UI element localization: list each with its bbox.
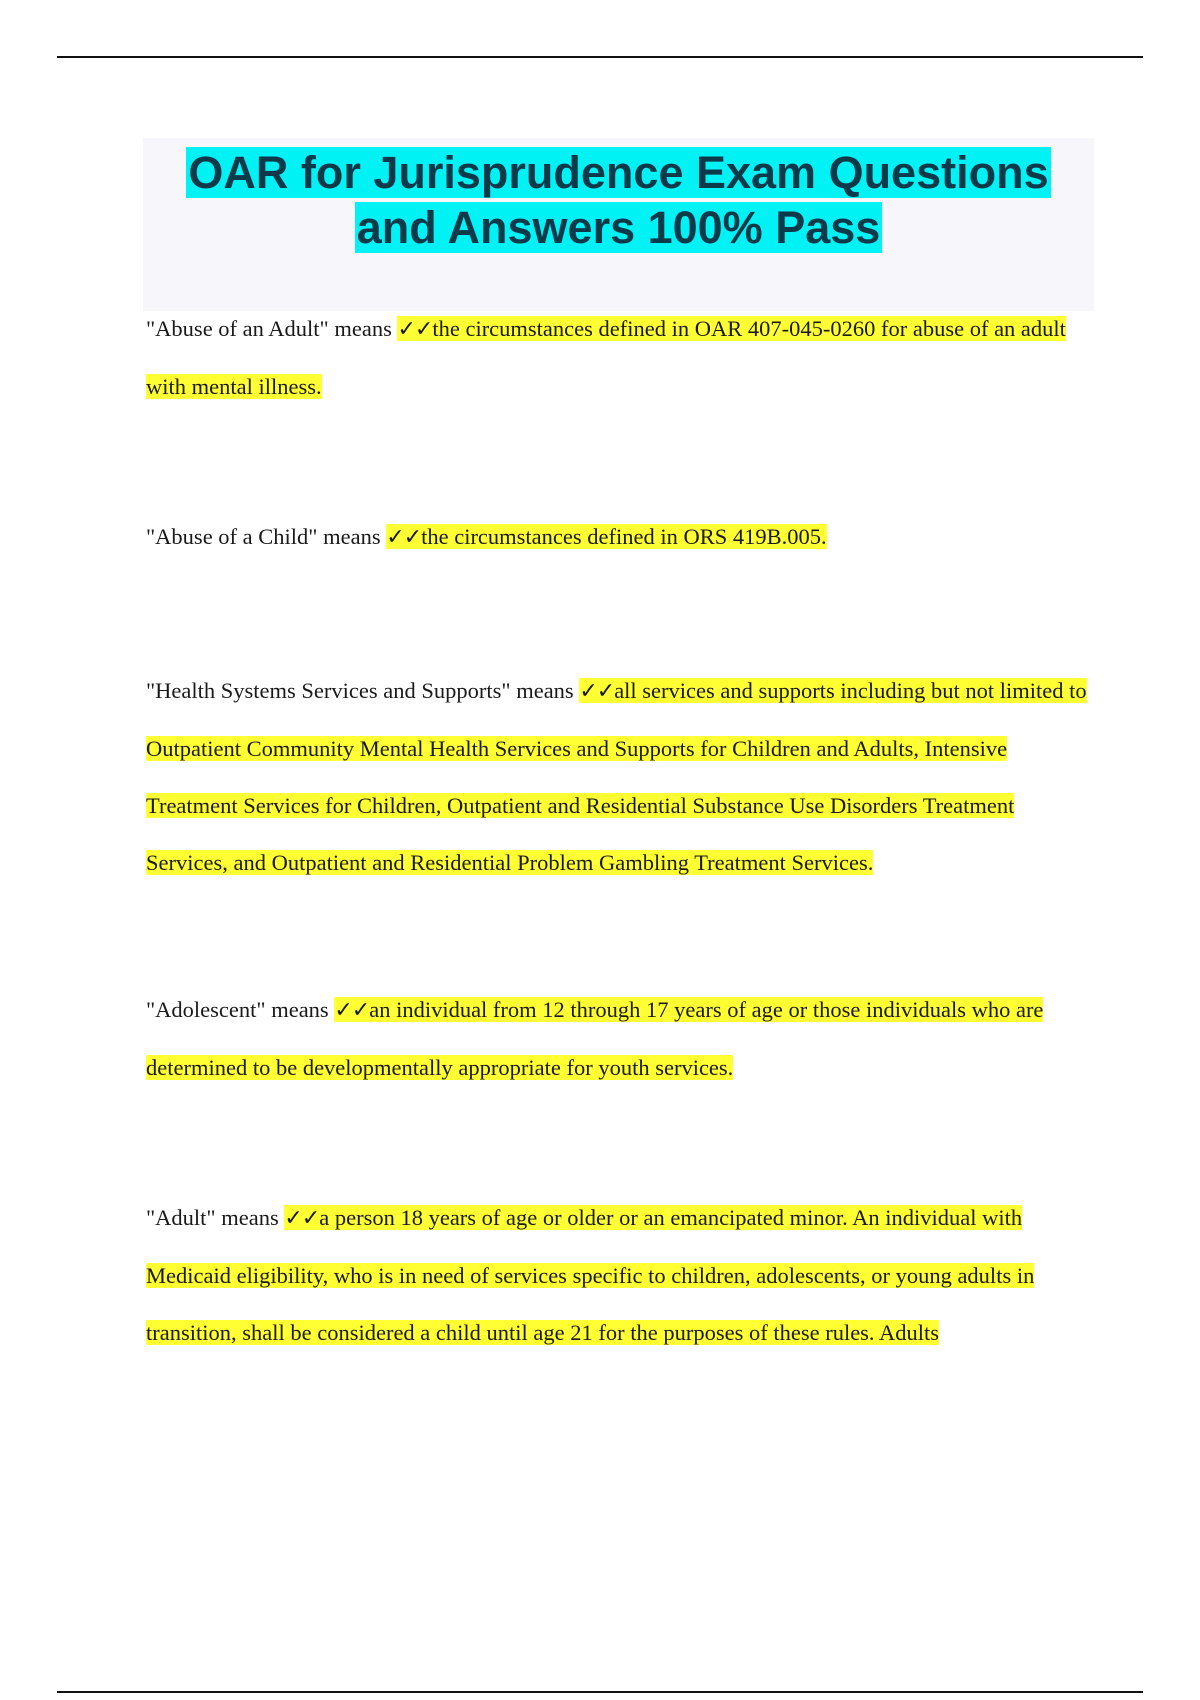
answer-highlight bbox=[386, 524, 826, 549]
double-check-icon: ✓✓ bbox=[386, 525, 422, 550]
title-line-2: and Answers 100% Pass bbox=[356, 202, 881, 253]
term-text: "Adult" means bbox=[146, 1205, 285, 1230]
qa-entry bbox=[146, 662, 1096, 891]
term-text: "Abuse of a Child" means bbox=[146, 524, 387, 549]
qa-entry bbox=[146, 1189, 1106, 1361]
double-check-icon: ✓✓ bbox=[284, 1206, 320, 1231]
double-check-icon: ✓✓ bbox=[397, 317, 433, 342]
double-check-icon: ✓✓ bbox=[579, 679, 615, 704]
qa-entry bbox=[146, 981, 1096, 1096]
answer-highlight bbox=[146, 678, 1087, 875]
answer-text: a person 18 years of age or older or an emancipated minor. An individual with Medicaid eligibility, who is in need of services specific to children, adolescents, or young adults in transition, shall be considered a child until age 21 for the purposes of these rules. Adults bbox=[146, 1205, 1035, 1345]
term-text: "Abuse of an Adult" means bbox=[146, 316, 398, 341]
top-rule bbox=[57, 56, 1143, 58]
title-line-1: OAR for Jurisprudence Exam Questions bbox=[188, 147, 1049, 198]
term-text: "Adolescent" means bbox=[146, 997, 335, 1022]
title-block bbox=[143, 138, 1094, 311]
qa-entry bbox=[146, 508, 1096, 566]
answer-text: an individual from 12 through 17 years of age or those individuals who are determined to be developmentally appropriate for youth services. bbox=[146, 997, 1044, 1080]
document-title bbox=[143, 138, 1094, 255]
qa-entry bbox=[146, 300, 1096, 415]
term-text: "Health Systems Services and Supports" means bbox=[146, 678, 580, 703]
bottom-rule bbox=[57, 1691, 1143, 1693]
answer-text: the circumstances defined in ORS 419B.005. bbox=[421, 524, 827, 549]
answer-text: the circumstances defined in OAR 407-045-0260 for abuse of an adult with mental illness. bbox=[146, 316, 1066, 399]
double-check-icon: ✓✓ bbox=[334, 998, 370, 1023]
answer-text: all services and supports including but not limited to Outpatient Community Mental Health Services and Supports for Children and Adults, Intensive Treatment Services for Children, Outpatient and Residential Substance Use Disorders Treatment Services, and Outpatient and Residential Problem Gambling Treatment Services. bbox=[146, 678, 1087, 875]
